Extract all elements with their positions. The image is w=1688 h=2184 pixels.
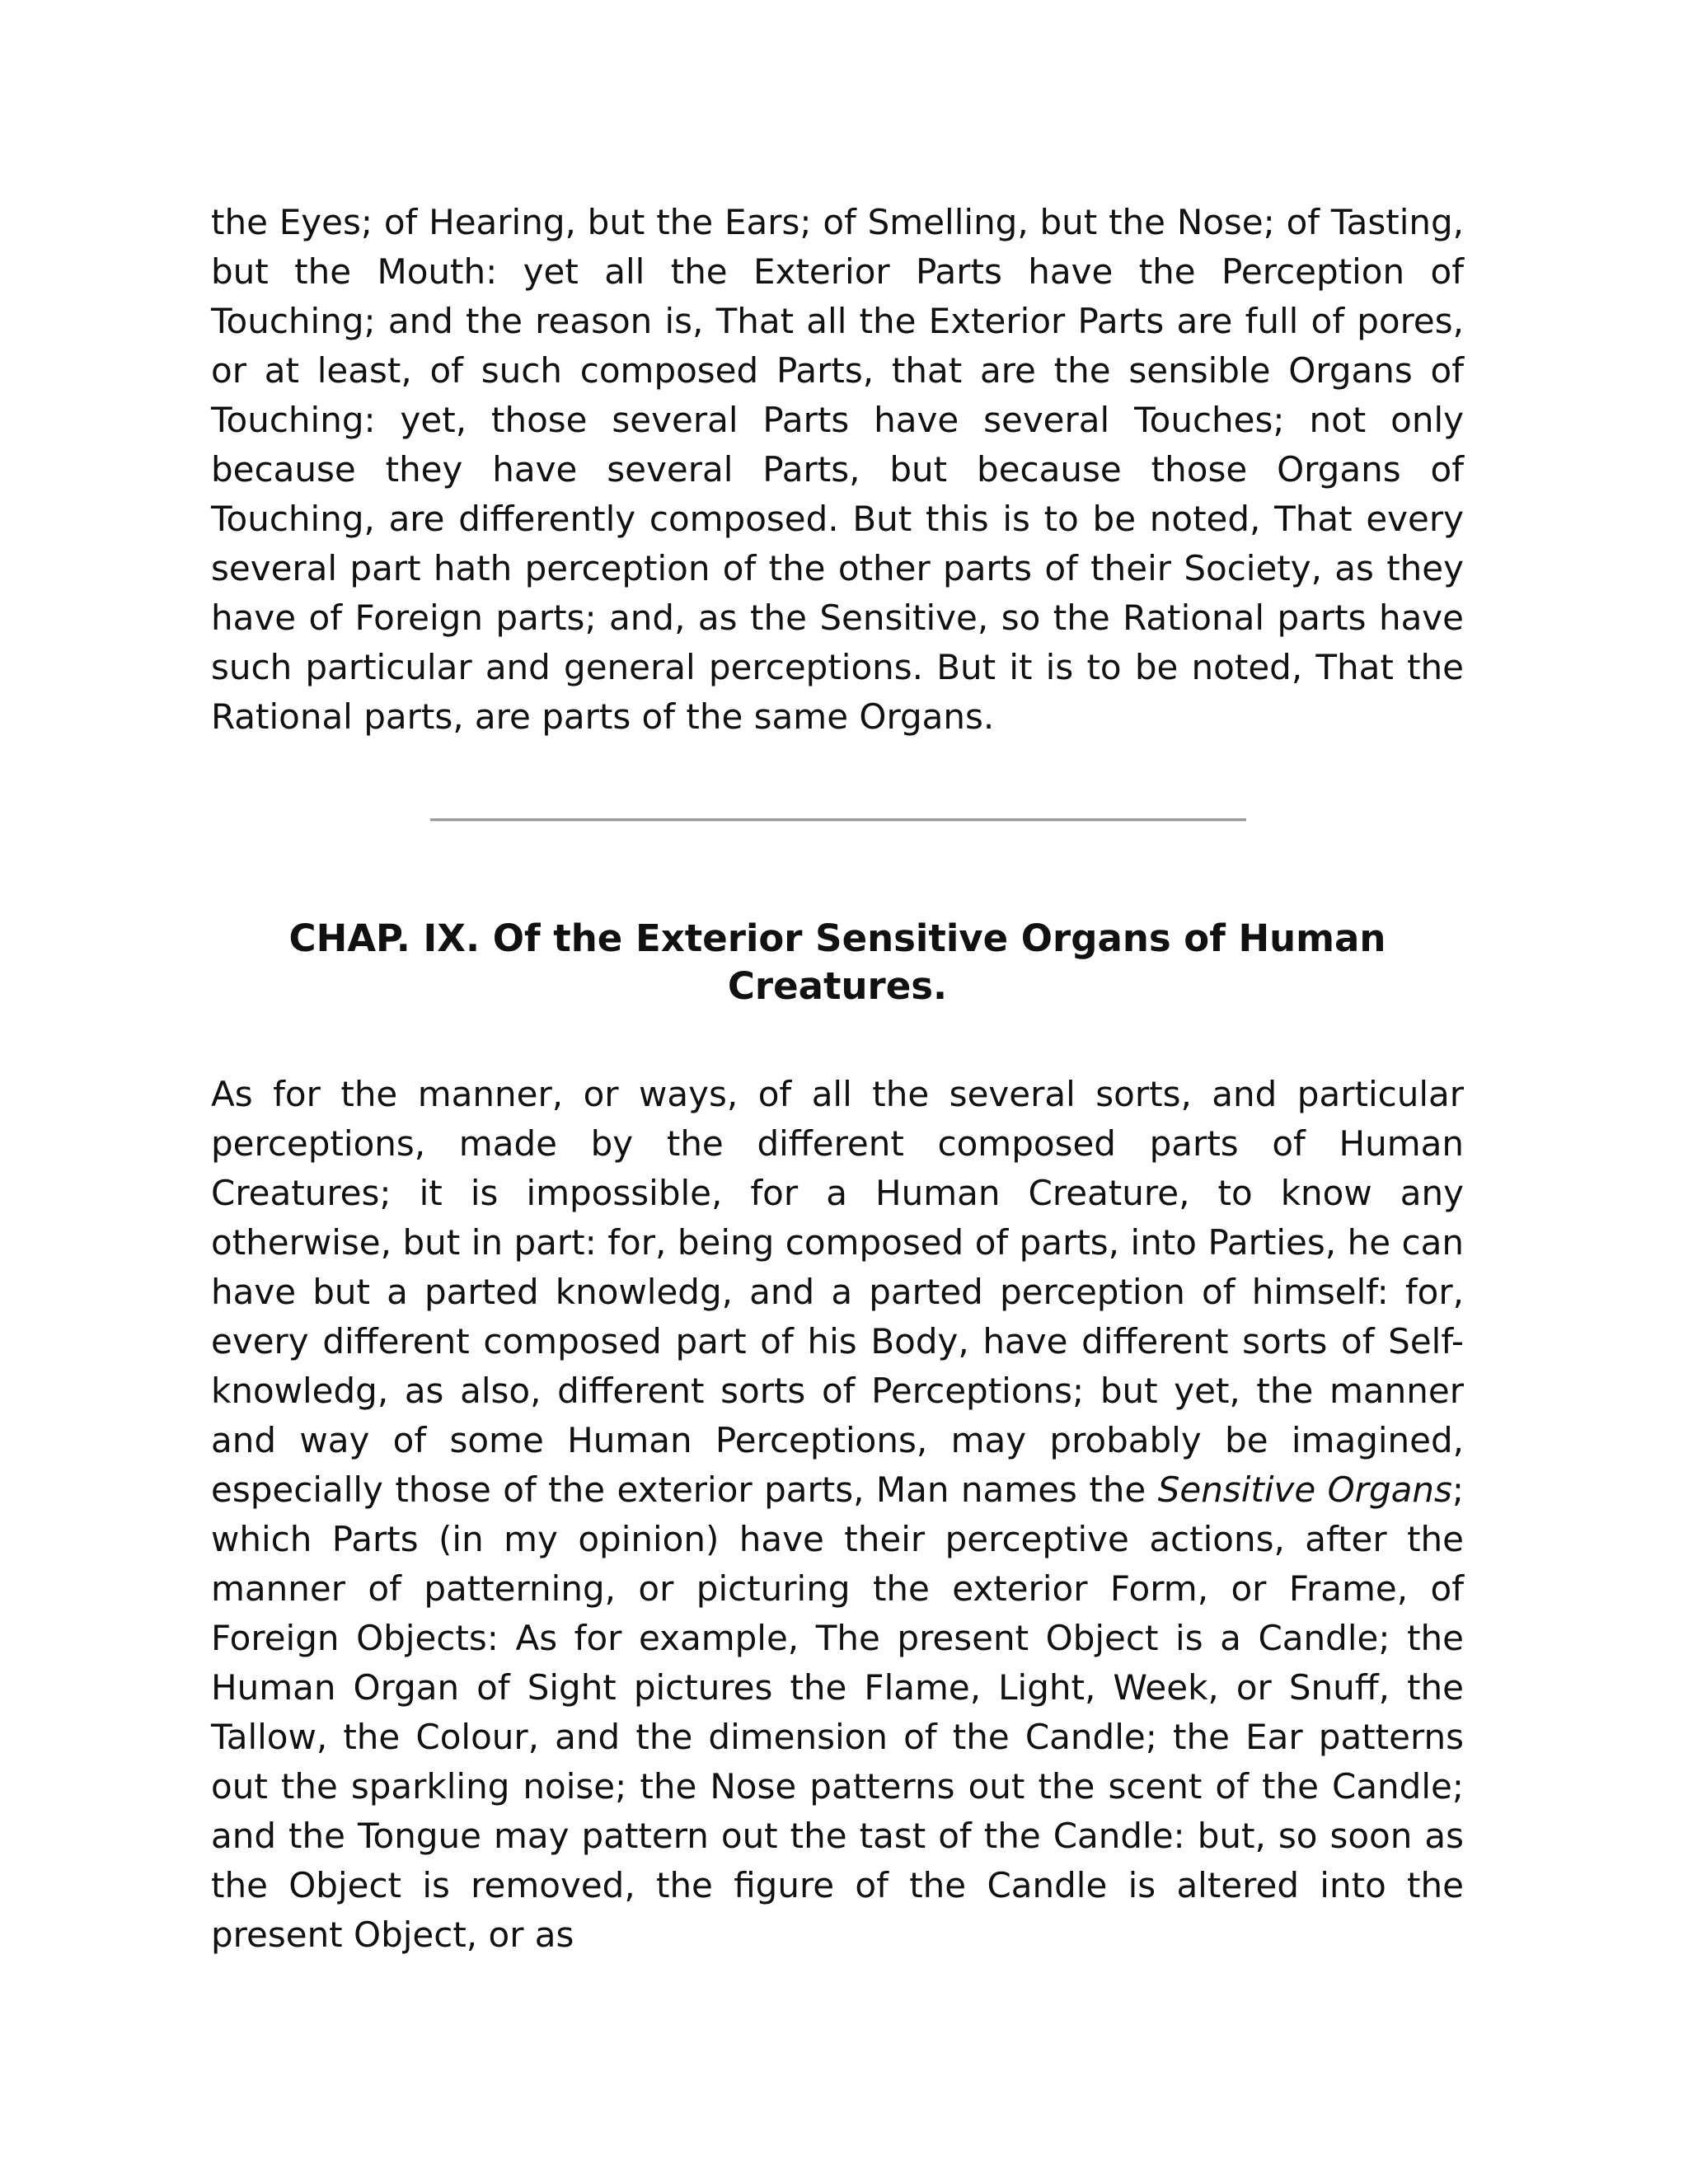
paragraph-chapter-ix (211, 1070, 1464, 1960)
paragraph-text-part-1: As for the manner, or ways, of all the several sorts, and particular perceptions, made by the different composed parts of Human Creatures; it is impossible, for a Human Creature, to know any otherwise, but in part: for, being composed of parts, into Parties, he can have but a parted knowledg, and a parted perception of himself: for, every different composed part of his Body, have different sorts of Self-knowledg, as also, different sorts of Perceptions; but yet, the manner and way of some Human Perceptions, may probably be imagined, especially those of the exterior parts, Man names the (211, 1074, 1464, 1510)
paragraph-continued: the Eyes; of Hearing, but the Ears; of Smelling, but the Nose; of Tasting, but the Mouth: yet all the Exterior Parts have the Perception of Touching; and the reason is, That all the Exterior Parts are full of pores, or at least, of such composed Parts, that are the sensible Organs of Touching: yet, those several Parts have several Touches; not only because they have several Parts, but because those Organs of Touching, are differently composed. But this is to be noted, That every several part hath perception of the other parts of their Society, as they have of Foreign parts; and, as the Sensitive, so the Rational parts have such particular and general perceptions. But it is to be noted, That the Rational parts, are parts of the same Organs. (211, 202, 1464, 737)
chapter-heading: CHAP. IX. Of the Exterior Sensitive Organs of Human Creatures. (288, 916, 1386, 1008)
paragraph-text-part-2: ; which Parts (in my opinion) have their perceptive actions, after the manner of patterning, or picturing the exterior Form, or Frame, of Foreign Objects: As for example, The present Object is a Candle; the Human Organ of Sight pictures the Flame, Light, Week, or Snuff, the Tallow, the Colour, and the dimension of the Candle; the Ear patterns out the sparkling noise; the Nose patterns out the scent of the Candle; and the Tongue may pattern out the tast of the Candle: but, so soon as the Object is removed, the figure of the Candle is altered into the present Object, or as (211, 1469, 1464, 1955)
page-body (211, 198, 1464, 742)
section-divider (430, 818, 1246, 822)
italic-term: Sensitive Organs (1157, 1469, 1452, 1510)
chapter-body (211, 1070, 1464, 1960)
